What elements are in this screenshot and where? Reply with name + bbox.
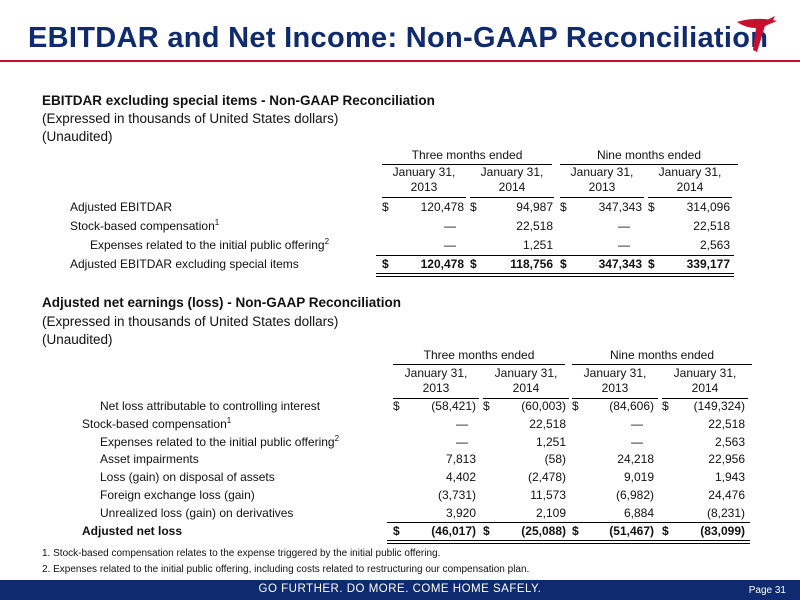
cell-value: 22,518 — [708, 416, 745, 431]
group-header: Three months ended — [382, 148, 552, 165]
currency-symbol: $ — [382, 257, 389, 271]
cell-value: — — [618, 238, 630, 252]
cell-value: 22,518 — [529, 416, 566, 431]
total-double-rule — [376, 273, 468, 277]
cell-value: 120,478 — [420, 200, 464, 214]
cell-value: 22,518 — [693, 219, 730, 233]
footer-tagline: GO FURTHER. DO MORE. COME HOME SAFELY. — [258, 583, 542, 595]
cell-value: 2,563 — [699, 238, 730, 252]
currency-symbol: $ — [393, 399, 400, 413]
column-header — [382, 165, 466, 198]
subtotal-rule — [387, 522, 481, 523]
row-label — [100, 435, 339, 449]
row-label — [82, 417, 231, 431]
cell-value: 347,343 — [598, 257, 642, 271]
cell-value: (84,606) — [609, 399, 654, 413]
row-label-text: Stock-based compensation — [82, 416, 227, 431]
table1-title: EBITDAR excluding special items - Non-GAAP Reconciliation — [42, 93, 435, 108]
cell-value: 6,884 — [623, 505, 654, 520]
currency-symbol: $ — [470, 257, 477, 271]
cell-value: 4,402 — [445, 470, 476, 485]
column-header-line2: 2013 — [410, 180, 438, 194]
table2-title: Adjusted net earnings (loss) - Non-GAAP Reconciliation — [42, 295, 402, 310]
row-label-text: Loss (gain) on disposal of assets — [100, 470, 275, 485]
subtotal-rule — [642, 255, 734, 256]
title-rule — [0, 60, 800, 62]
row-label — [100, 470, 275, 484]
cell-value: 314,096 — [686, 200, 730, 214]
row-label-text: Unrealized loss (gain) on derivatives — [100, 505, 294, 520]
total-double-rule — [656, 540, 750, 544]
footnote-1: 1. Stock-based compensation relates to the expense triggered by the initial public offering. — [42, 548, 441, 559]
cell-value: 347,343 — [598, 200, 642, 214]
cell-value: — — [456, 416, 468, 431]
cell-value: 1,943 — [714, 470, 745, 485]
column-header-line2: 2014 — [498, 180, 526, 194]
currency-symbol: $ — [483, 523, 490, 538]
row-label — [82, 524, 182, 538]
table2-subtitle: (Expressed in thousands of United States dollars) — [42, 314, 339, 329]
cell-value: (83,099) — [700, 523, 745, 538]
column-header — [572, 366, 658, 399]
footnote-marker: 1 — [226, 415, 232, 425]
column-header-line2: 2013 — [601, 381, 629, 395]
currency-symbol: $ — [648, 257, 655, 271]
cell-value: 7,813 — [445, 452, 476, 467]
cell-value: (149,324) — [693, 399, 745, 413]
footnote-marker: 2 — [324, 237, 330, 246]
cell-value: 2,109 — [535, 505, 566, 520]
cell-value: (46,017) — [431, 523, 476, 538]
cell-value: (2,478) — [527, 470, 566, 485]
cell-value: — — [631, 434, 643, 449]
column-header-line2: 2014 — [676, 180, 704, 194]
column-header — [393, 366, 479, 399]
cell-value: — — [456, 434, 468, 449]
group-header: Three months ended — [393, 348, 565, 365]
cell-value: (3,731) — [437, 488, 476, 502]
row-label — [100, 452, 199, 466]
row-label — [100, 399, 320, 413]
cell-value: 118,756 — [510, 257, 553, 271]
subtotal-rule — [376, 255, 468, 256]
footnote-2: 2. Expenses related to the initial public offering, including costs related to restructuring our compensation plan. — [42, 564, 530, 575]
cell-value: 120,478 — [420, 257, 464, 271]
cell-value: 1,251 — [522, 238, 553, 252]
column-header-line1: January 31, — [583, 366, 647, 380]
currency-symbol: $ — [560, 257, 567, 271]
cell-value: 1,251 — [535, 434, 566, 449]
row-label-text: Asset impairments — [100, 452, 199, 467]
row-label — [70, 257, 299, 271]
column-header-line1: January 31, — [392, 165, 456, 179]
currency-symbol: $ — [662, 399, 669, 413]
subtotal-rule — [566, 522, 660, 523]
currency-symbol: $ — [560, 200, 567, 214]
row-label-text: Expenses related to the initial public offering — [90, 238, 325, 252]
table2-unaudited: (Unaudited) — [42, 332, 113, 347]
row-label-text: Adjusted EBITDAR excluding special items — [70, 257, 299, 271]
page-title: EBITDAR and Net Income: Non-GAAP Reconciliation — [28, 22, 769, 54]
column-header — [648, 165, 732, 198]
currency-symbol: $ — [470, 200, 477, 214]
cell-value: 11,573 — [530, 488, 566, 502]
row-label — [90, 238, 329, 252]
currency-symbol: $ — [483, 399, 490, 413]
cell-value: — — [444, 219, 456, 233]
currency-symbol: $ — [572, 523, 579, 538]
column-header — [470, 165, 554, 198]
cell-value: 94,987 — [516, 200, 553, 214]
cell-value: (51,467) — [609, 523, 654, 538]
row-label-text: Stock-based compensation — [70, 219, 215, 233]
cell-value: (8,231) — [706, 505, 745, 520]
footnote-marker: 1 — [214, 218, 220, 227]
row-label — [70, 200, 172, 214]
column-header-line1: January 31, — [480, 165, 544, 179]
subtotal-rule — [477, 522, 571, 523]
currency-symbol: $ — [648, 200, 655, 214]
footnote-marker: 2 — [334, 433, 340, 443]
column-header-line2: 2014 — [691, 381, 719, 395]
cell-value: (58,421) — [431, 399, 476, 413]
bird-logo-icon — [735, 12, 779, 56]
column-header-line1: January 31, — [673, 366, 737, 380]
cell-value: 22,518 — [516, 219, 553, 233]
cell-value: 339,177 — [686, 257, 730, 271]
row-label-text: Expenses related to the initial public offering — [100, 434, 335, 449]
cell-value: (60,003) — [521, 399, 566, 413]
row-label-text: Adjusted net loss — [82, 523, 183, 538]
total-double-rule — [566, 540, 660, 544]
row-label-text: Adjusted EBITDAR — [70, 200, 173, 214]
currency-symbol: $ — [662, 523, 669, 538]
subtotal-rule — [464, 255, 556, 256]
currency-symbol: $ — [572, 399, 579, 413]
row-label — [70, 219, 219, 233]
currency-symbol: $ — [393, 523, 400, 538]
column-header-line1: January 31, — [570, 165, 634, 179]
column-header-line1: January 31, — [494, 366, 558, 380]
column-header — [662, 366, 748, 399]
page-number: Page 31 — [748, 585, 786, 596]
total-double-rule — [642, 273, 734, 277]
group-header: Nine months ended — [572, 348, 752, 365]
cell-value: 24,476 — [708, 488, 745, 502]
cell-value: 3,920 — [445, 505, 476, 520]
subtotal-rule — [554, 255, 646, 256]
cell-value: — — [618, 219, 630, 233]
column-header-line2: 2013 — [588, 180, 616, 194]
table1-unaudited: (Unaudited) — [42, 129, 113, 144]
currency-symbol: $ — [382, 200, 389, 214]
total-double-rule — [554, 273, 646, 277]
column-header-line1: January 31, — [404, 366, 468, 380]
column-header-line2: 2014 — [512, 381, 540, 395]
subtotal-rule — [656, 522, 750, 523]
total-double-rule — [477, 540, 571, 544]
cell-value: 24,218 — [617, 452, 654, 467]
row-label — [100, 506, 293, 520]
cell-value: (25,088) — [521, 523, 566, 538]
cell-value: — — [444, 238, 456, 252]
total-double-rule — [387, 540, 481, 544]
cell-value: 2,563 — [714, 434, 745, 449]
total-double-rule — [464, 273, 556, 277]
cell-value: 9,019 — [623, 470, 654, 485]
row-label-text: Foreign exchange loss (gain) — [100, 488, 255, 502]
table1-subtitle: (Expressed in thousands of United States dollars) — [42, 111, 339, 126]
column-header — [560, 165, 644, 198]
row-label-text: Net loss attributable to controlling interest — [100, 399, 321, 413]
cell-value: (6,982) — [615, 488, 654, 502]
cell-value: (58) — [544, 452, 566, 467]
row-label — [100, 488, 255, 502]
group-header: Nine months ended — [560, 148, 738, 165]
cell-value: 22,956 — [708, 452, 745, 467]
column-header-line2: 2013 — [422, 381, 450, 395]
column-header — [483, 366, 569, 399]
column-header-line1: January 31, — [658, 165, 722, 179]
cell-value: — — [631, 416, 643, 431]
